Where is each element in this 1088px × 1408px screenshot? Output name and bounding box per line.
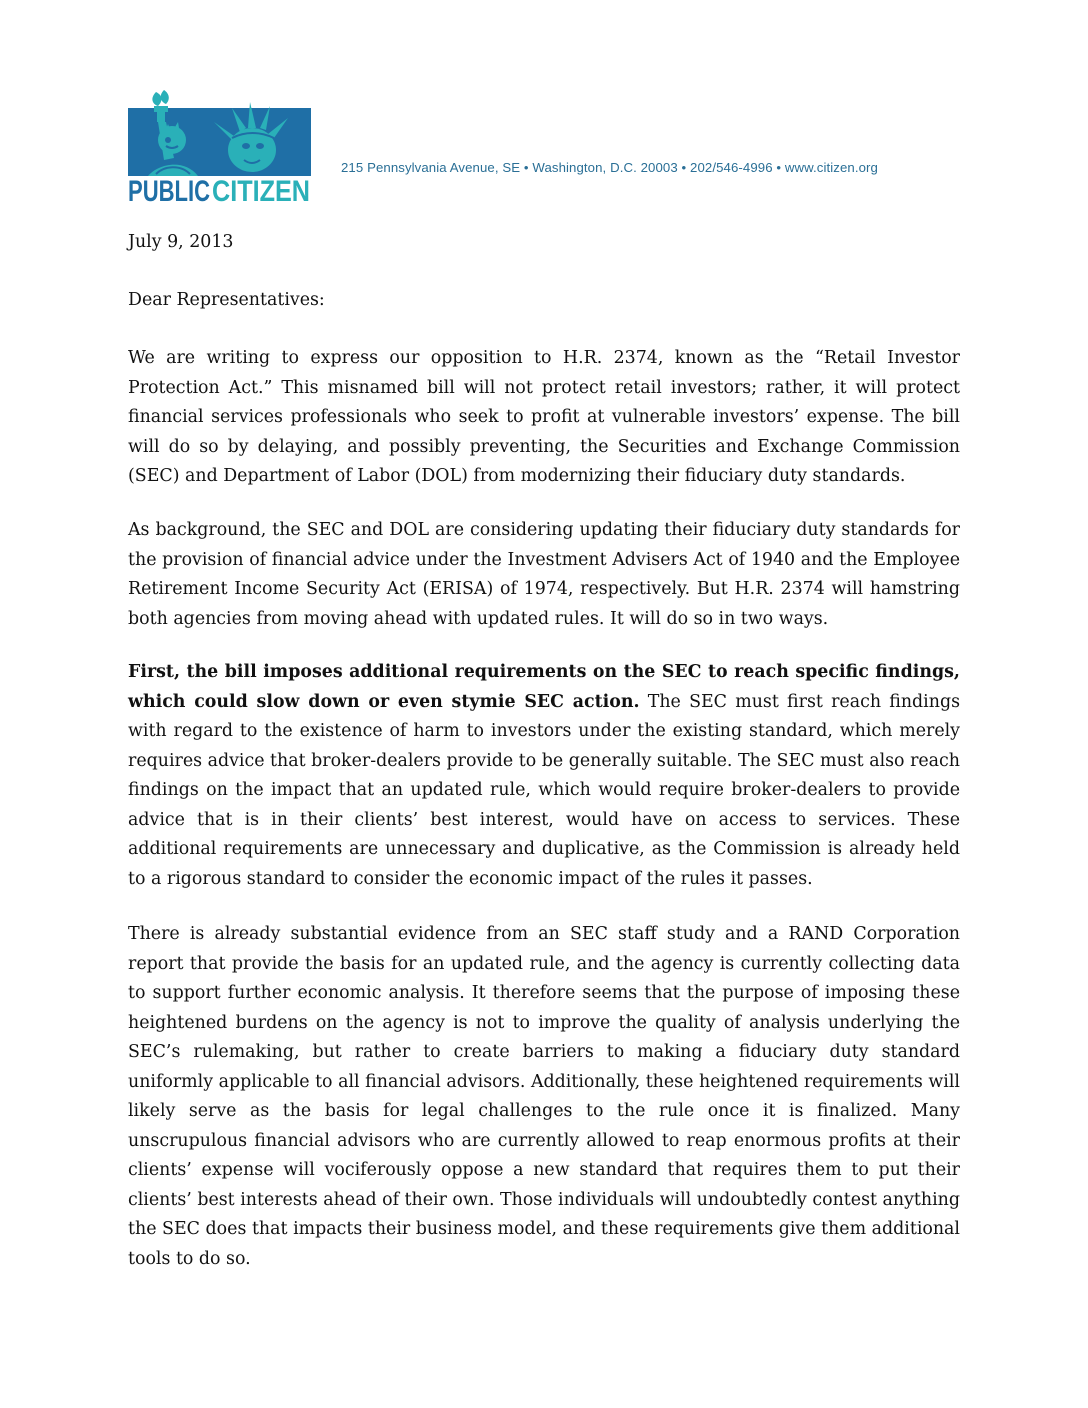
letter-date: July 9, 2013 — [128, 232, 234, 252]
first-point-heading: First, the bill imposes additional requirements on the SEC to reach specific findings, which could slow down or even stymie SEC action. — [128, 662, 960, 712]
contact-info: 215 Pennsylvania Avenue, SE • Washington, D.C. 20003 • 202/546-4996 • www.citizen.org — [341, 160, 878, 175]
paragraph-background: As background, the SEC and DOL are considering updating their fiduciary duty standards for the provision of financial advice under the Investment Advisers Act of 1940 and the Employee Retirement Income Security Act (ERISA) of 1974, respectively. But H.R. 2374 will hamstring both agencies from moving ahead with updated rules. It will do so in two ways. — [128, 520, 960, 629]
salutation: Dear Representatives: — [128, 290, 325, 310]
letterhead — [128, 88, 968, 210]
paragraph-evidence: There is already substantial evidence from an SEC staff study and a RAND Corporation report that provide the basis for an updated rule, and the agency is currently collecting data to support further economic analysis. It therefore seems that the purpose of imposing these heightened burdens on the agency is not to improve the quality of analysis underlying the SEC’s rulemaking, but rather to create barriers to making a fiduciary duty standard uniformly applicable to all financial advisors. Additionally, these heightened requirements will likely serve as the basis for legal challenges to the rule once it is finalized. Many unscrupulous financial advisors who are currently allowed to reap enormous profits at their clients’ expense will vociferously oppose a new standard that requires them to put their clients’ best interests ahead of their own. Those individuals will undoubtedly contest anything the SEC does that impacts their business model, and these requirements give them additional tools to do so. — [128, 924, 960, 1269]
public-citizen-wordmark — [128, 174, 311, 206]
paragraph-first-point — [128, 658, 960, 894]
public-citizen-logo — [128, 88, 311, 210]
wordmark-citizen: CITIZEN — [212, 175, 310, 208]
paragraph-opposition: We are writing to express our opposition to H.R. 2374, known as the “Retail Investor Protection Act.” This misnamed bill will not protect retail investors; rather, it will protect financial services professionals who seek to profit at vulnerable investors’ expense. The bill will do so by delaying, and possibly preventing, the Securities and Exchange Commission (SEC) and Department of Labor (DOL) from modernizing their fiduciary duty standards. — [128, 348, 960, 486]
wordmark-public: PUBLIC — [128, 175, 210, 208]
statue-of-liberty-logo-icon — [128, 88, 311, 176]
first-point-body: The SEC must first reach findings with regard to the existence of harm to investors under the existing standard, which merely requires advice that broker-dealers provide to be generally suitable. The SEC must also reach findings on the impact that an updated rule, which would require broker-dealers to provide advice that is in their clients’ best interest, would have on access to services. These additional requirements are unnecessary and duplicative, as the Commission is already held to a rigorous standard to consider the economic impact of the rules it passes. — [128, 691, 960, 889]
